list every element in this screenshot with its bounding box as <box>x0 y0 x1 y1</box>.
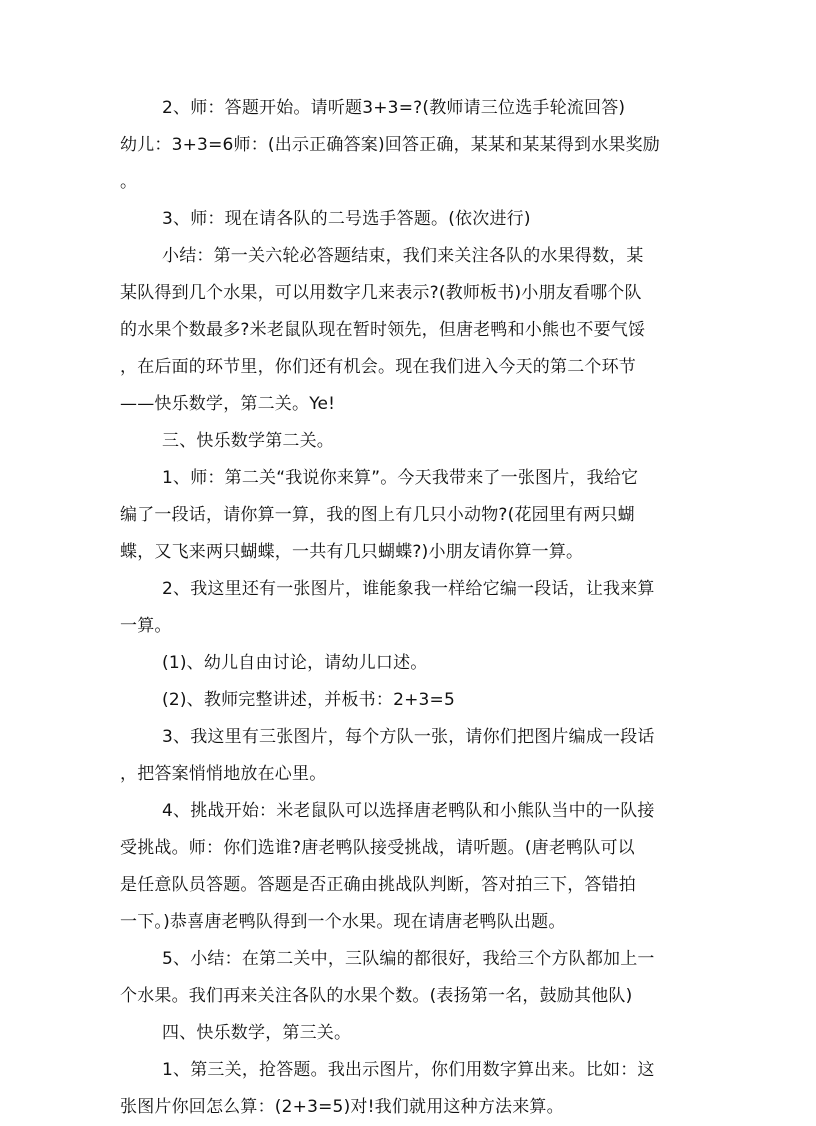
text-line: 的水果个数最多?米老鼠队现在暂时领先，但唐老鸭和小熊也不要气馁 <box>120 320 646 340</box>
text-line: ，在后面的环节里，你们还有机会。现在我们进入今天的第二个环节 <box>120 357 636 377</box>
text-line: 4、挑战开始：米老鼠队可以选择唐老鸭队和小熊队当中的一队接 <box>162 801 655 821</box>
text-line: 1、师：第二关“我说你来算”。今天我带来了一张图片，我给它 <box>162 468 639 488</box>
text-line: 2、我这里还有一张图片，谁能象我一样给它编一段话，让我来算 <box>162 579 655 599</box>
text-line: 是任意队员答题。答题是否正确由挑战队判断，答对拍三下，答错拍 <box>120 875 636 895</box>
text-line: 2、师：答题开始。请听题3+3=?(教师请三位选手轮流回答) <box>162 98 626 118</box>
section-heading: 四、快乐数学，第三关。 <box>162 1023 352 1043</box>
text-line: ，把答案悄悄地放在心里。 <box>120 764 327 784</box>
text-line: 编了一段话，请你算一算，我的图上有几只小动物?(花园里有两只蝴 <box>120 505 635 525</box>
section-heading: 三、快乐数学第二关。 <box>162 431 334 451</box>
document-body <box>120 90 696 1126</box>
text-line: 3、师：现在请各队的二号选手答题。(依次进行) <box>162 209 531 229</box>
text-line: 一算。 <box>120 616 172 636</box>
text-line: 受挑战。师：你们选谁?唐老鸭队接受挑战，请听题。(唐老鸭队可以 <box>120 838 635 858</box>
text-line: 蝶，又飞来两只蝴蝶，一共有几只蝴蝶?)小朋友请你算一算。 <box>120 542 584 562</box>
text-line: 小结：第一关六轮必答题结束，我们来关注各队的水果得数，某 <box>162 246 644 266</box>
text-line: ——快乐数学，第二关。Ye! <box>120 394 336 414</box>
text-line: 3、我这里有三张图片，每个方队一张，请你们把图片编成一段话 <box>162 727 655 747</box>
text-line: 一下。)恭喜唐老鸭队得到一个水果。现在请唐老鸭队出题。 <box>120 912 566 932</box>
text-line: 个水果。我们再来关注各队的水果个数。(表扬第一名，鼓励其他队) <box>120 986 633 1006</box>
text-line: 某队得到几个水果，可以用数字几来表示?(教师板书)小朋友看哪个队 <box>120 283 642 303</box>
text-line: (1)、幼儿自由讨论，请幼儿口述。 <box>162 653 428 673</box>
text-line: 5、小结：在第二关中，三队编的都很好，我给三个方队都加上一 <box>162 949 655 969</box>
text-line: 1、第三关，抢答题。我出示图片，你们用数字算出来。比如：这 <box>162 1060 655 1080</box>
text-line: 张图片你回怎么算：(2+3=5)对!我们就用这种方法来算。 <box>120 1097 564 1117</box>
text-line: 幼儿：3+3=6师：(出示正确答案)回答正确，某某和某某得到水果奖励 <box>120 135 660 155</box>
text-line: 。 <box>120 172 138 192</box>
text-line: (2)、教师完整讲述，并板书：2+3=5 <box>162 690 456 710</box>
